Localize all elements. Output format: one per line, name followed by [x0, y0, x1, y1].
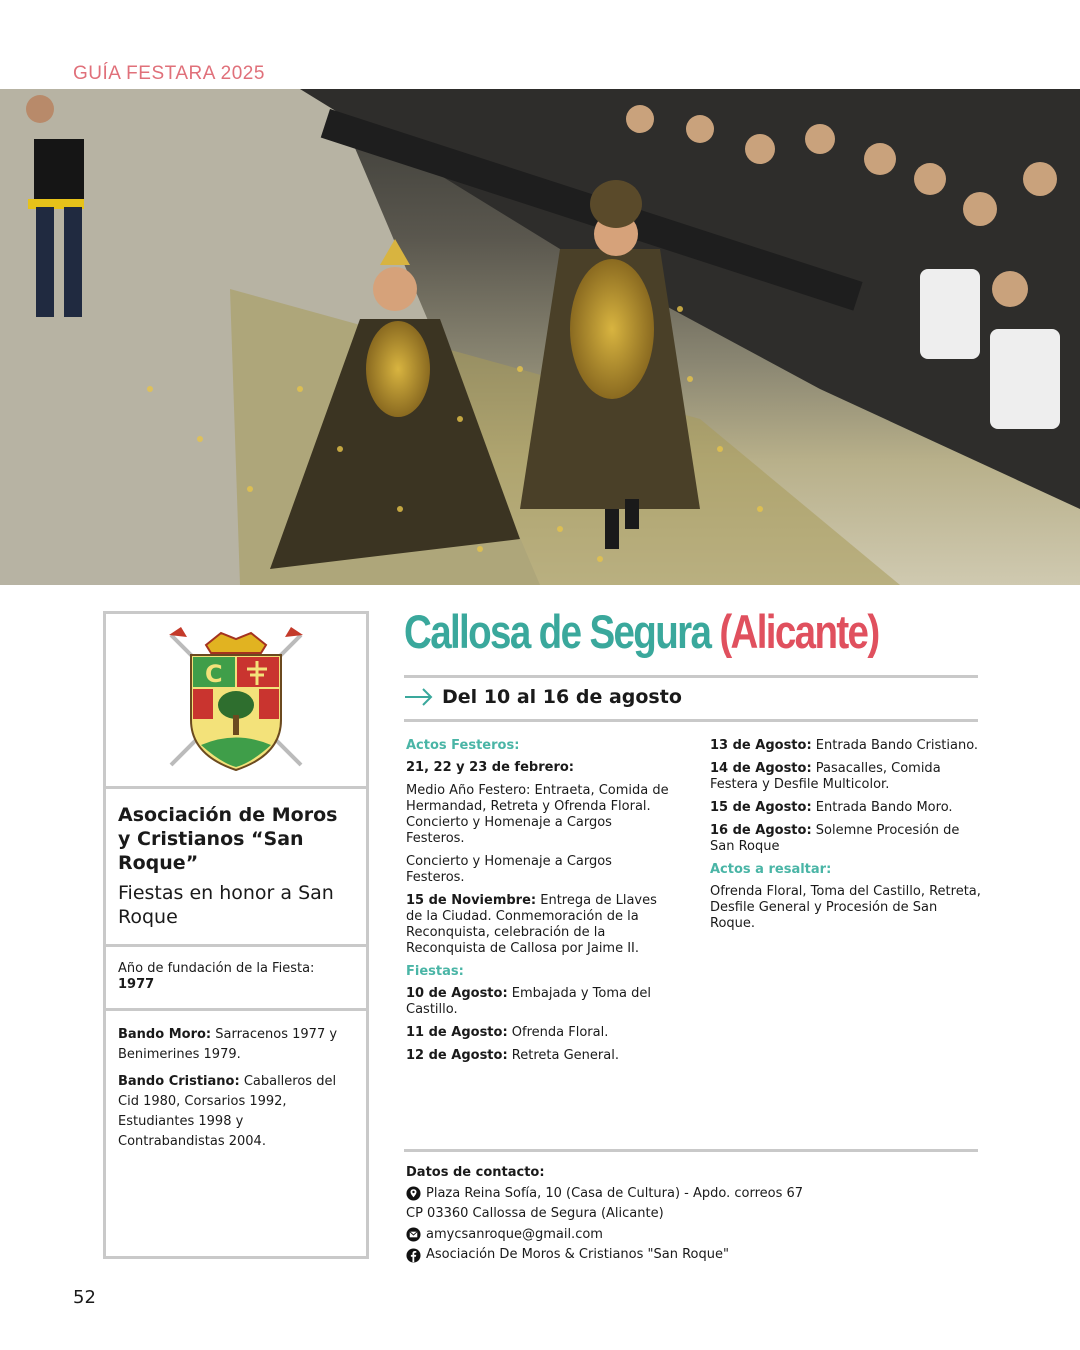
email-address[interactable]: amycsanroque@gmail.com: [426, 1226, 603, 1242]
location-pin-icon: [406, 1186, 421, 1201]
ag15-label: 15 de Agosto:: [710, 800, 812, 815]
ag13-entry: [710, 738, 985, 754]
title-town: Callosa de Segura: [404, 605, 711, 658]
title-province: (Alicante): [719, 605, 879, 658]
ag14-entry: [710, 761, 985, 793]
nov-text: Entrega de Llaves de la Ciudad. Conmemoración de la Reconquista, celebración de la Reconquista de Callosa por Jaime II.: [406, 893, 657, 956]
section-actos-resaltar: Actos a resaltar:: [710, 862, 832, 877]
section-fiestas: Fiestas:: [406, 964, 464, 979]
bando-cristiano: [118, 1072, 354, 1152]
guide-header: GUÍA FESTARA 2025: [73, 63, 265, 84]
dates-row: [404, 686, 682, 708]
facebook-page[interactable]: Asociación De Moros & Cristianos "San Roque": [426, 1247, 729, 1262]
bando-cristiano-text: Caballeros del Cid 1980, Corsarios 1992, Estudiantes 1998 y Contrabandistas 2004.: [118, 1074, 337, 1149]
ag10-label: 10 de Agosto:: [406, 986, 508, 1001]
schedule-column-right: [710, 738, 985, 939]
feb-text-2: Concierto y Homenaje a Cargos Festeros.: [406, 854, 612, 885]
arrow-right-icon: [404, 687, 434, 707]
bando-moro-text: Sarracenos 1977 y Benimerines 1979.: [118, 1027, 338, 1062]
association-card: [103, 611, 369, 1259]
ag11-label: 11 de Agosto:: [406, 1025, 508, 1040]
page-title: [404, 604, 879, 674]
bando-moro-label: Bando Moro:: [118, 1027, 212, 1042]
ag13-text: Entrada Bando Cristiano.: [815, 738, 979, 753]
ag14-text: Pasacalles, Comida Festera y Desfile Multicolor.: [710, 761, 941, 792]
svg-text:C: C: [205, 660, 223, 688]
ag10-entry: [406, 986, 671, 1018]
highlights-text: Ofrenda Floral, Toma del Castillo, Retreta, Desfile General y Procesión de San Roque.: [710, 884, 981, 931]
ag12-entry: [406, 1048, 671, 1064]
email-icon: [406, 1227, 421, 1242]
bando-moro: [118, 1025, 354, 1065]
bandos-section: [106, 1011, 366, 1173]
ag16-label: 16 de Agosto:: [710, 823, 812, 838]
facebook-line[interactable]: [406, 1245, 803, 1266]
crest-container: [106, 614, 366, 789]
founding-year: 1977: [118, 977, 155, 992]
organization-name: Asociación de Moros y Cristianos “San Roque”: [118, 804, 338, 874]
contact-section: [406, 1163, 803, 1266]
bando-cristiano-label: Bando Cristiano:: [118, 1074, 240, 1089]
festival-parade-photo: [0, 89, 1080, 585]
dates-divider: [404, 719, 978, 722]
ag13-label: 13 de Agosto:: [710, 738, 812, 753]
title-divider: [404, 675, 978, 678]
ag14-label: 14 de Agosto:: [710, 761, 812, 776]
ag15-entry: [710, 800, 985, 816]
feb-label: 21, 22 y 23 de febrero:: [406, 760, 574, 775]
ag11-entry: [406, 1025, 671, 1041]
ag16-entry: [710, 823, 985, 855]
contact-label: Datos de contacto:: [406, 1165, 545, 1180]
page-number: 52: [73, 1287, 96, 1308]
ag12-label: 12 de Agosto:: [406, 1048, 508, 1063]
organization-subtitle: Fiestas en honor a San Roque: [118, 882, 334, 928]
address-line-1: Plaza Reina Sofía, 10 (Casa de Cultura) - Apdo. correos 67: [426, 1185, 804, 1201]
ag10-text: Embajada y Toma del Castillo.: [406, 986, 651, 1017]
festival-dates: Del 10 al 16 de agosto: [442, 686, 682, 708]
address-line-2: CP 03360 Callossa de Segura (Alicante): [406, 1206, 664, 1221]
address-line: [406, 1184, 803, 1205]
ag11-text: Ofrenda Floral.: [511, 1025, 609, 1040]
founding-label: Año de fundación de la Fiesta:: [118, 961, 315, 976]
section-actos-festeros: Actos Festeros:: [406, 738, 520, 753]
nov-entry: [406, 893, 671, 957]
coat-of-arms-icon: [161, 625, 311, 775]
organization-section: [106, 789, 366, 947]
nov-label: 15 de Noviembre:: [406, 893, 537, 908]
ag15-text: Entrada Bando Moro.: [815, 800, 953, 815]
founding-section: [106, 947, 366, 1011]
email-line[interactable]: [406, 1225, 803, 1246]
schedule-column-left: [406, 738, 671, 1071]
feb-text-1: Medio Año Festero: Entraeta, Comida de Hermandad, Retreta y Ofrenda Floral. Concierto y Homenaje a Cargos Festeros.: [406, 783, 669, 846]
facebook-icon: [406, 1248, 421, 1263]
contact-divider: [404, 1149, 978, 1152]
ag12-text: Retreta General.: [511, 1048, 619, 1063]
ag16-text: Solemne Procesión de San Roque: [710, 823, 960, 854]
